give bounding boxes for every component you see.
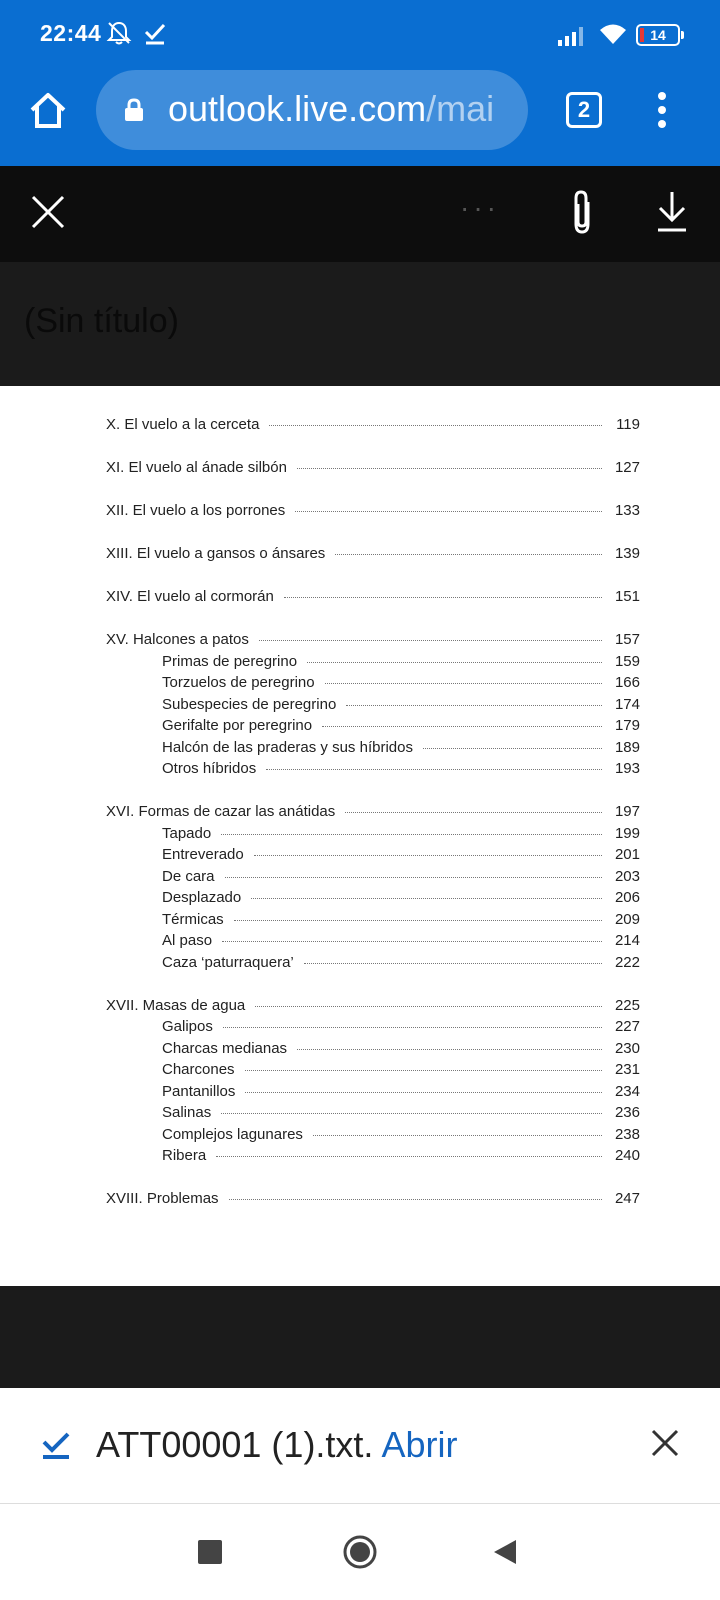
toc-entry-page: 197 <box>614 803 640 820</box>
more-vert-icon[interactable] <box>652 92 672 132</box>
toc-leader-dots <box>245 1092 602 1093</box>
toc-leader-dots <box>423 748 602 749</box>
url-path: /mai <box>426 88 495 129</box>
toc-leader-dots <box>297 1049 602 1050</box>
toc-leader-dots <box>225 877 602 878</box>
toc-entry-title: XII. El vuelo a los porrones <box>106 502 286 519</box>
toc-leader-dots <box>222 941 602 942</box>
open-file-link[interactable]: Abrir <box>381 1424 458 1465</box>
toc-entry-page: 201 <box>614 846 640 863</box>
toc-entry-page: 157 <box>614 631 640 648</box>
toc-entry-page: 166 <box>614 674 640 691</box>
toc-entry-title: XVIII. Problemas <box>106 1190 219 1207</box>
close-icon[interactable] <box>28 192 68 232</box>
toc-leader-dots <box>221 834 602 835</box>
toc-entry-title: XIV. El vuelo al cormorán <box>106 588 274 605</box>
toc-entry <box>106 545 640 567</box>
toc-entry-title: Complejos lagunares <box>162 1125 303 1143</box>
toc-entry <box>162 696 640 718</box>
toc-entry-page: 193 <box>614 760 640 777</box>
toc-entry-page: 230 <box>614 1039 640 1057</box>
status-bar <box>0 0 720 70</box>
downloaded-filename: ATT00001 (1).txt. <box>96 1424 374 1465</box>
document-title-bar <box>0 262 720 386</box>
toc-entry-title: Torzuelos de peregrino <box>162 674 315 691</box>
toc-entry-title: X. El vuelo a la cerceta <box>106 416 260 433</box>
toc-entry <box>106 803 640 825</box>
toc-leader-dots <box>223 1027 602 1028</box>
battery-indicator <box>636 24 680 46</box>
toc-entry <box>162 1083 640 1105</box>
snackbar-text <box>96 1424 457 1466</box>
toc-leader-dots <box>297 468 602 469</box>
toc-entry <box>162 1147 640 1169</box>
toc-entry-page: 225 <box>614 996 640 1014</box>
tab-count: 2 <box>577 97 591 122</box>
signal-icon <box>558 24 588 46</box>
toc-entry-title: Gerifalte por peregrino <box>162 717 313 734</box>
toc-entry-title: XVII. Masas de agua <box>106 996 246 1014</box>
toc-entry-page: 240 <box>614 1147 640 1164</box>
toc-entry <box>106 416 640 438</box>
toc-entry <box>162 674 640 696</box>
toc-leader-dots <box>254 855 602 856</box>
toc-entry <box>106 459 640 481</box>
url-host: outlook.live.com <box>168 88 427 129</box>
toc-entry-title: Al paso <box>162 932 213 949</box>
toc-leader-dots <box>229 1199 602 1200</box>
toc-entry-title: XVI. Formas de cazar las anátidas <box>106 803 336 820</box>
toc-leader-dots <box>304 963 602 964</box>
nav-back-button[interactable] <box>492 1538 518 1566</box>
toc-leader-dots <box>251 898 602 899</box>
toc-entry-title: XI. El vuelo al ánade silbón <box>106 459 287 476</box>
download-snackbar <box>0 1388 720 1504</box>
address-bar[interactable] <box>96 70 528 150</box>
download-complete-icon <box>40 1428 72 1460</box>
toc-entry-title: De cara <box>162 867 215 885</box>
toc-entry-page: 227 <box>614 1018 640 1035</box>
battery-level: 14 <box>650 27 666 43</box>
paperclip-icon[interactable] <box>562 188 602 238</box>
viewer-background <box>0 1286 720 1388</box>
toc-entry-page: 174 <box>614 695 640 713</box>
toc-entry-page: 231 <box>614 1061 640 1078</box>
toc-entry-page: 133 <box>614 502 640 519</box>
toc-entry <box>106 997 640 1019</box>
toc-leader-dots <box>346 705 602 706</box>
toc-entry <box>162 954 640 976</box>
toc-entry <box>162 1040 640 1062</box>
toc-entry-page: 247 <box>614 1190 640 1207</box>
toc-entry-title: Charcas medianas <box>162 1039 288 1057</box>
toc-entry-page: 238 <box>614 1125 640 1143</box>
toc-entry <box>162 1061 640 1083</box>
toc-leader-dots <box>307 662 602 663</box>
close-icon[interactable] <box>650 1428 680 1458</box>
home-icon[interactable] <box>28 90 68 130</box>
toc-entry <box>162 717 640 739</box>
toc-entry-title: Térmicas <box>162 910 224 928</box>
toc-entry-title: Pantanillos <box>162 1082 236 1100</box>
toc-entry-page: 214 <box>614 932 640 949</box>
toc-entry-title: Ribera <box>162 1147 207 1164</box>
toc-entry-page: 119 <box>616 416 640 433</box>
toc-leader-dots <box>345 812 602 813</box>
toc-entry <box>162 1104 640 1126</box>
more-options-button[interactable]: ··· <box>460 192 500 223</box>
toc-entry-title: Otros híbridos <box>162 760 257 777</box>
tab-switcher-button[interactable] <box>566 92 602 128</box>
nav-home-button[interactable] <box>342 1534 378 1570</box>
toc-entry-title: Desplazado <box>162 889 242 906</box>
document-page[interactable] <box>0 386 720 1286</box>
toc-entry <box>162 932 640 954</box>
lock-icon <box>124 98 144 122</box>
toc-entry-page: 127 <box>614 459 640 476</box>
toc-entry <box>106 588 640 610</box>
toc-leader-dots <box>284 597 602 598</box>
toc-entry-page: 189 <box>614 738 640 756</box>
toc-entry <box>162 868 640 890</box>
toc-leader-dots <box>216 1156 602 1157</box>
toc-leader-dots <box>259 640 602 641</box>
toc-leader-dots <box>255 1006 602 1007</box>
toc-entry-page: 159 <box>614 652 640 670</box>
toc-entry-page: 203 <box>614 867 640 885</box>
toc-entry-page: 222 <box>614 953 640 971</box>
toc-entry-title: Entreverado <box>162 846 244 863</box>
toc-entry-title: Subespecies de peregrino <box>162 695 337 713</box>
toc-entry-page: 179 <box>614 717 640 734</box>
check-icon <box>142 20 168 46</box>
toc-entry-page: 236 <box>614 1104 640 1121</box>
status-time: 22:44 <box>40 20 102 46</box>
toc-entry <box>162 889 640 911</box>
toc-entry-title: Charcones <box>162 1061 235 1078</box>
toc-entry-title: Caza ‘paturraquera’ <box>162 953 294 971</box>
wifi-icon <box>598 22 628 46</box>
toc-entry-page: 151 <box>614 588 640 605</box>
toc-leader-dots <box>221 1113 602 1114</box>
bell-off-icon <box>106 20 132 46</box>
toc-entry-page: 234 <box>614 1082 640 1100</box>
toc-entry-title: Galipos <box>162 1018 213 1035</box>
toc-entry-title: XIII. El vuelo a gansos o ánsares <box>106 545 326 562</box>
recent-apps-button[interactable] <box>198 1540 222 1564</box>
url-text <box>168 88 494 130</box>
toc-leader-dots <box>325 683 602 684</box>
toc-entry <box>162 653 640 675</box>
toc-entry-page: 199 <box>614 824 640 842</box>
toc-leader-dots <box>266 769 602 770</box>
toc-entry <box>162 1126 640 1148</box>
toc-entry-title: Salinas <box>162 1104 212 1121</box>
toc-leader-dots <box>234 920 602 921</box>
toc-entry <box>162 911 640 933</box>
system-navigation-bar <box>0 1504 720 1600</box>
toc-entry <box>162 739 640 761</box>
toc-leader-dots <box>322 726 602 727</box>
toc-entry-title: Tapado <box>162 824 212 842</box>
document-title: (Sin título) <box>24 302 179 340</box>
download-icon[interactable] <box>650 188 694 236</box>
toc-entry <box>106 502 640 524</box>
viewer-toolbar <box>0 166 720 262</box>
toc-entry-title: XV. Halcones a patos <box>106 631 249 648</box>
toc-entry <box>162 1018 640 1040</box>
toc-entry-title: Primas de peregrino <box>162 652 298 670</box>
toc-entry <box>162 846 640 868</box>
toc-entry-page: 209 <box>614 910 640 928</box>
toc-entry <box>162 825 640 847</box>
toc-entry <box>106 631 640 653</box>
toc-leader-dots <box>269 425 602 426</box>
toc-entry <box>162 760 640 782</box>
toc-entry-page: 206 <box>614 889 640 906</box>
toc-leader-dots <box>313 1135 602 1136</box>
toc-leader-dots <box>335 554 602 555</box>
toc-entry-title: Halcón de las praderas y sus híbridos <box>162 738 413 756</box>
toc-entry <box>106 1190 640 1212</box>
toc-leader-dots <box>245 1070 602 1071</box>
toc-leader-dots <box>295 511 602 512</box>
browser-header <box>0 0 720 166</box>
toc-entry-page: 139 <box>614 545 640 562</box>
